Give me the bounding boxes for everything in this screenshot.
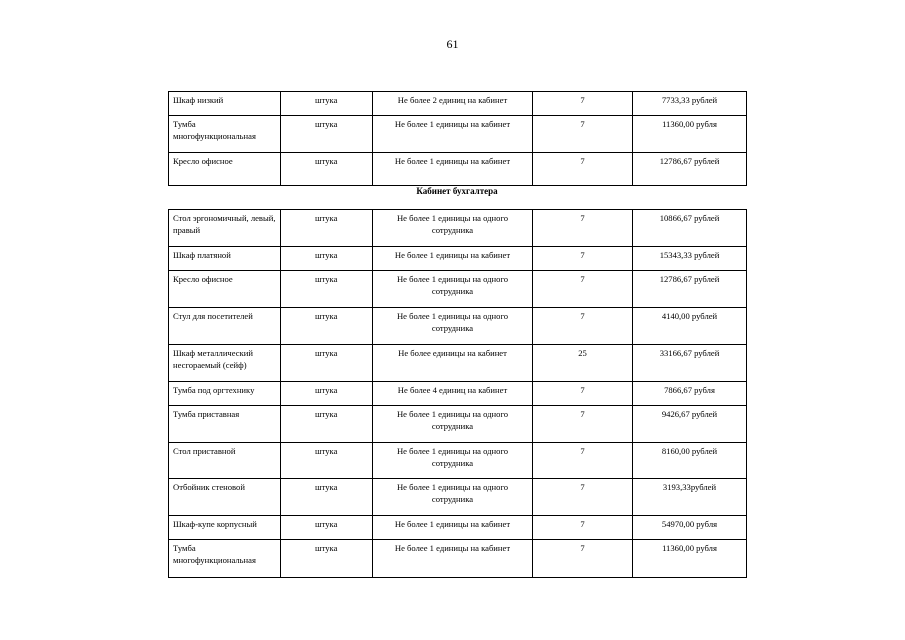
cell-norm: Не более 1 единицы на кабинет: [373, 153, 533, 186]
cell-price: 12786,67 рублей: [633, 153, 747, 186]
cell-name: Тумба под оргтехнику: [169, 382, 281, 406]
cell-unit: штука: [281, 406, 373, 443]
cell-price: 7866,67 рубля: [633, 382, 747, 406]
cell-unit: штука: [281, 382, 373, 406]
cell-norm: Не более 1 единицы на кабинет: [373, 247, 533, 271]
page-number: 61: [446, 37, 459, 51]
cell-norm: Не более 2 единиц на кабинет: [373, 92, 533, 116]
cell-term: 7: [533, 92, 633, 116]
table-row: [169, 247, 747, 271]
cell-name: Кресло офисное: [169, 271, 281, 308]
cell-price: 7733,33 рублей: [633, 92, 747, 116]
cell-name: Тумба многофункциональная: [169, 116, 281, 153]
cell-price: 10866,67 рублей: [633, 210, 747, 247]
cell-term: 7: [533, 382, 633, 406]
table-row: [169, 308, 747, 345]
cell-norm: Не более 1 единицы на одного сотрудника: [373, 443, 533, 479]
cell-unit: штука: [281, 247, 373, 271]
cell-term: 7: [533, 443, 633, 479]
cell-price: 3193,33рублей: [633, 479, 747, 516]
cell-norm: Не более 1 единицы на кабинет: [373, 540, 533, 578]
cell-unit: штука: [281, 345, 373, 382]
table-row: [169, 479, 747, 516]
cell-unit: штука: [281, 271, 373, 308]
cell-norm: Не более 1 единицы на кабинет: [373, 516, 533, 540]
cell-norm: Не более 4 единиц на кабинет: [373, 382, 533, 406]
table-row: [169, 540, 747, 578]
table-row: [169, 116, 747, 153]
table-row: [169, 406, 747, 443]
table-row: [169, 443, 747, 479]
cell-name: Тумба многофункциональная: [169, 540, 281, 578]
cell-unit: штука: [281, 443, 373, 479]
cell-norm: Не более единицы на кабинет: [373, 345, 533, 382]
table-row: [169, 153, 747, 186]
cell-name: Тумба приставная: [169, 406, 281, 443]
table-row: [169, 516, 747, 540]
table-row: [169, 345, 747, 382]
cell-norm: Не более 1 единицы на одного сотрудника: [373, 479, 533, 516]
cell-norm: Не более 1 единицы на кабинет: [373, 116, 533, 153]
section-title: Кабинет бухгалтера: [416, 186, 498, 196]
cell-name: Стол эргономичный, левый, правый: [169, 210, 281, 247]
cell-unit: штука: [281, 210, 373, 247]
table-row: [169, 382, 747, 406]
cell-price: 15343,33 рублей: [633, 247, 747, 271]
cell-price: 8160,00 рублей: [633, 443, 747, 479]
cell-term: 7: [533, 271, 633, 308]
cell-unit: штука: [281, 479, 373, 516]
cell-price: 54970,00 рубля: [633, 516, 747, 540]
cell-unit: штука: [281, 308, 373, 345]
cell-name: Шкаф платяной: [169, 247, 281, 271]
cell-unit: штука: [281, 92, 373, 116]
cell-norm: Не более 1 единицы на одного сотрудника: [373, 308, 533, 345]
cell-price: 12786,67 рублей: [633, 271, 747, 308]
table-row: [169, 92, 747, 116]
cell-price: 11360,00 рубля: [633, 540, 747, 578]
cell-term: 7: [533, 116, 633, 153]
cell-term: 7: [533, 540, 633, 578]
cell-term: 7: [533, 308, 633, 345]
cell-unit: штука: [281, 516, 373, 540]
cell-term: 25: [533, 345, 633, 382]
cell-price: 11360,00 рубля: [633, 116, 747, 153]
cell-price: 9426,67 рублей: [633, 406, 747, 443]
cell-name: Кресло офисное: [169, 153, 281, 186]
cell-unit: штука: [281, 153, 373, 186]
table-row: [169, 271, 747, 308]
cell-term: 7: [533, 406, 633, 443]
cell-norm: Не более 1 единицы на одного сотрудника: [373, 210, 533, 247]
cell-name: Шкаф низкий: [169, 92, 281, 116]
cell-term: 7: [533, 153, 633, 186]
furniture-table-2: [168, 209, 747, 578]
cell-term: 7: [533, 479, 633, 516]
furniture-table-1: [168, 91, 747, 186]
cell-name: Шкаф-купе корпусный: [169, 516, 281, 540]
cell-unit: штука: [281, 540, 373, 578]
cell-name: Отбойник стеновой: [169, 479, 281, 516]
cell-name: Стол приставной: [169, 443, 281, 479]
cell-term: 7: [533, 210, 633, 247]
cell-price: 4140,00 рублей: [633, 308, 747, 345]
cell-norm: Не более 1 единицы на одного сотрудника: [373, 406, 533, 443]
table-row: [169, 210, 747, 247]
cell-norm: Не более 1 единицы на одного сотрудника: [373, 271, 533, 308]
cell-name: Шкаф металлический несгораемый (сейф): [169, 345, 281, 382]
cell-name: Стул для посетителей: [169, 308, 281, 345]
cell-unit: штука: [281, 116, 373, 153]
cell-term: 7: [533, 516, 633, 540]
cell-price: 33166,67 рублей: [633, 345, 747, 382]
cell-term: 7: [533, 247, 633, 271]
